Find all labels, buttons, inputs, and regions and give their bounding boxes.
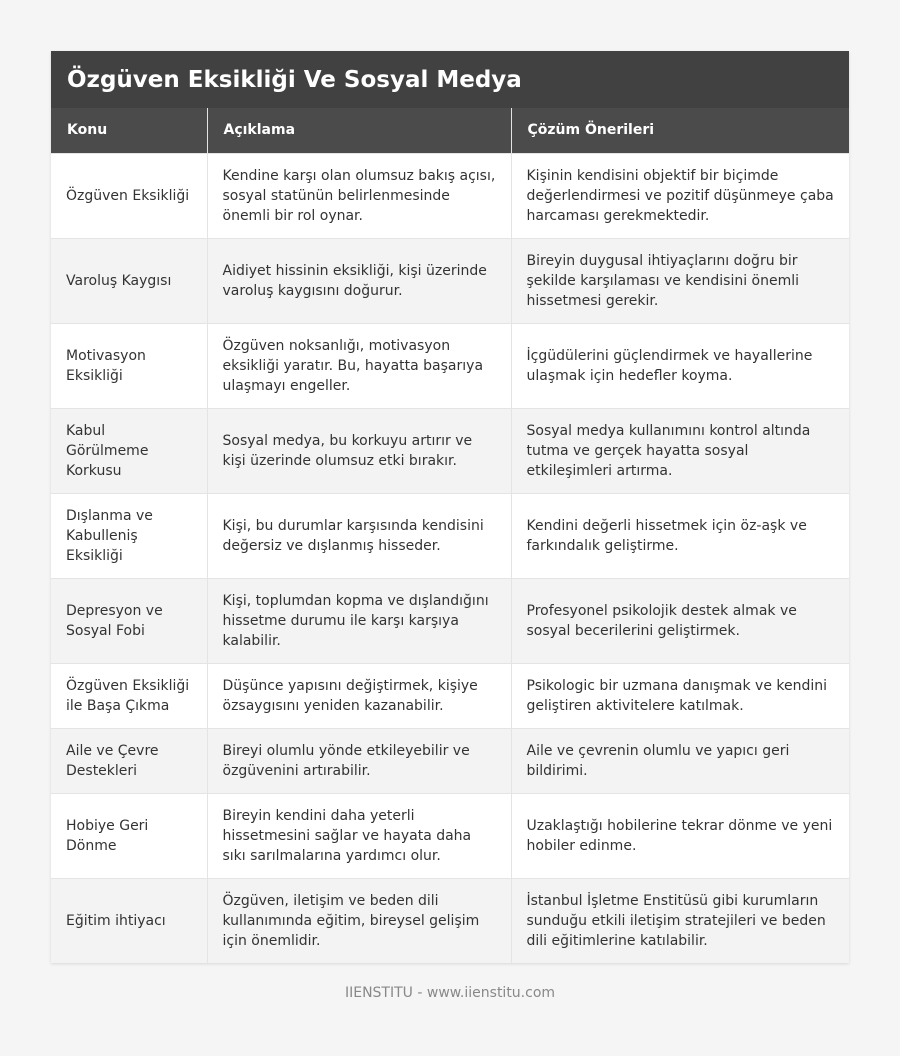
table-row (51, 238, 849, 323)
cell-aciklama: Kişi, bu durumlar karşısında kendisini değersiz ve dışlanmış hisseder. (207, 493, 511, 578)
cell-konu: Eğitim ihtiyacı (51, 878, 207, 963)
cell-cozum: İçgüdülerini güçlendirmek ve hayallerine ulaşmak için hedefler koyma. (511, 323, 849, 408)
cell-aciklama: Özgüven, iletişim ve beden dili kullanımında eğitim, bireysel gelişim için önemlidir. (207, 878, 511, 963)
table-row (51, 728, 849, 793)
cell-aciklama: Bireyi olumlu yönde etkileyebilir ve özgüvenini artırabilir. (207, 728, 511, 793)
cell-cozum: Profesyonel psikolojik destek almak ve sosyal becerilerini geliştirmek. (511, 578, 849, 663)
cell-aciklama: Kendine karşı olan olumsuz bakış açısı, sosyal statünün belirlenmesinde önemli bir rol oynar. (207, 153, 511, 238)
cell-cozum: Aile ve çevrenin olumlu ve yapıcı geri bildirimi. (511, 728, 849, 793)
data-table (51, 108, 849, 963)
cell-konu: Motivasyon Eksikliği (51, 323, 207, 408)
table-row (51, 878, 849, 963)
cell-konu: Depresyon ve Sosyal Fobi (51, 578, 207, 663)
cell-konu: Kabul Görülmeme Korkusu (51, 408, 207, 493)
table-row (51, 493, 849, 578)
header-row (51, 108, 849, 153)
cell-aciklama: Kişi, toplumdan kopma ve dışlandığını hissetme durumu ile karşı karşıya kalabilir. (207, 578, 511, 663)
cell-konu: Aile ve Çevre Destekleri (51, 728, 207, 793)
cell-aciklama: Düşünce yapısını değiştirmek, kişiye özsaygısını yeniden kazanabilir. (207, 663, 511, 728)
cell-cozum: Kendini değerli hissetmek için öz-aşk ve farkındalık geliştirme. (511, 493, 849, 578)
column-header-aciklama: Açıklama (207, 108, 511, 153)
cell-cozum: Kişinin kendisini objektif bir biçimde değerlendirmesi ve pozitif düşünmeye çaba harcaması gerekmektedir. (511, 153, 849, 238)
table-row (51, 408, 849, 493)
cell-cozum: Psikologic bir uzmana danışmak ve kendini geliştiren aktivitelere katılmak. (511, 663, 849, 728)
table-row (51, 663, 849, 728)
table-row (51, 153, 849, 238)
cell-konu: Özgüven Eksikliği (51, 153, 207, 238)
cell-cozum: Bireyin duygusal ihtiyaçlarını doğru bir şekilde karşılaması ve kendisini önemli hissetmesi gerekir. (511, 238, 849, 323)
table-card (51, 51, 849, 963)
table-row (51, 323, 849, 408)
cell-cozum: Uzaklaştığı hobilerine tekrar dönme ve yeni hobiler edinme. (511, 793, 849, 878)
cell-konu: Hobiye Geri Dönme (51, 793, 207, 878)
table-title: Özgüven Eksikliği Ve Sosyal Medya (51, 51, 849, 108)
cell-aciklama: Özgüven noksanlığı, motivasyon eksikliği yaratır. Bu, hayatta başarıya ulaşmayı engeller. (207, 323, 511, 408)
cell-aciklama: Sosyal medya, bu korkuyu artırır ve kişi üzerinde olumsuz etki bırakır. (207, 408, 511, 493)
table-row (51, 793, 849, 878)
cell-cozum: İstanbul İşletme Enstitüsü gibi kurumların sunduğu etkili iletişim stratejileri ve beden dili eğitimlerine katılabilir. (511, 878, 849, 963)
cell-konu: Varoluş Kaygısı (51, 238, 207, 323)
cell-aciklama: Bireyin kendini daha yeterli hissetmesini sağlar ve hayata daha sıkı sarılmalarına yardımcı olur. (207, 793, 511, 878)
cell-cozum: Sosyal medya kullanımını kontrol altında tutma ve gerçek hayatta sosyal etkileşimleri artırma. (511, 408, 849, 493)
column-header-konu: Konu (51, 108, 207, 153)
footer-credit: IIENSTITU - www.iienstitu.com (344, 985, 556, 1001)
column-header-cozum: Çözüm Önerileri (511, 108, 849, 153)
table-row (51, 578, 849, 663)
cell-aciklama: Aidiyet hissinin eksikliği, kişi üzerinde varoluş kaygısını doğurur. (207, 238, 511, 323)
cell-konu: Dışlanma ve Kabulleniş Eksikliği (51, 493, 207, 578)
cell-konu: Özgüven Eksikliği ile Başa Çıkma (51, 663, 207, 728)
